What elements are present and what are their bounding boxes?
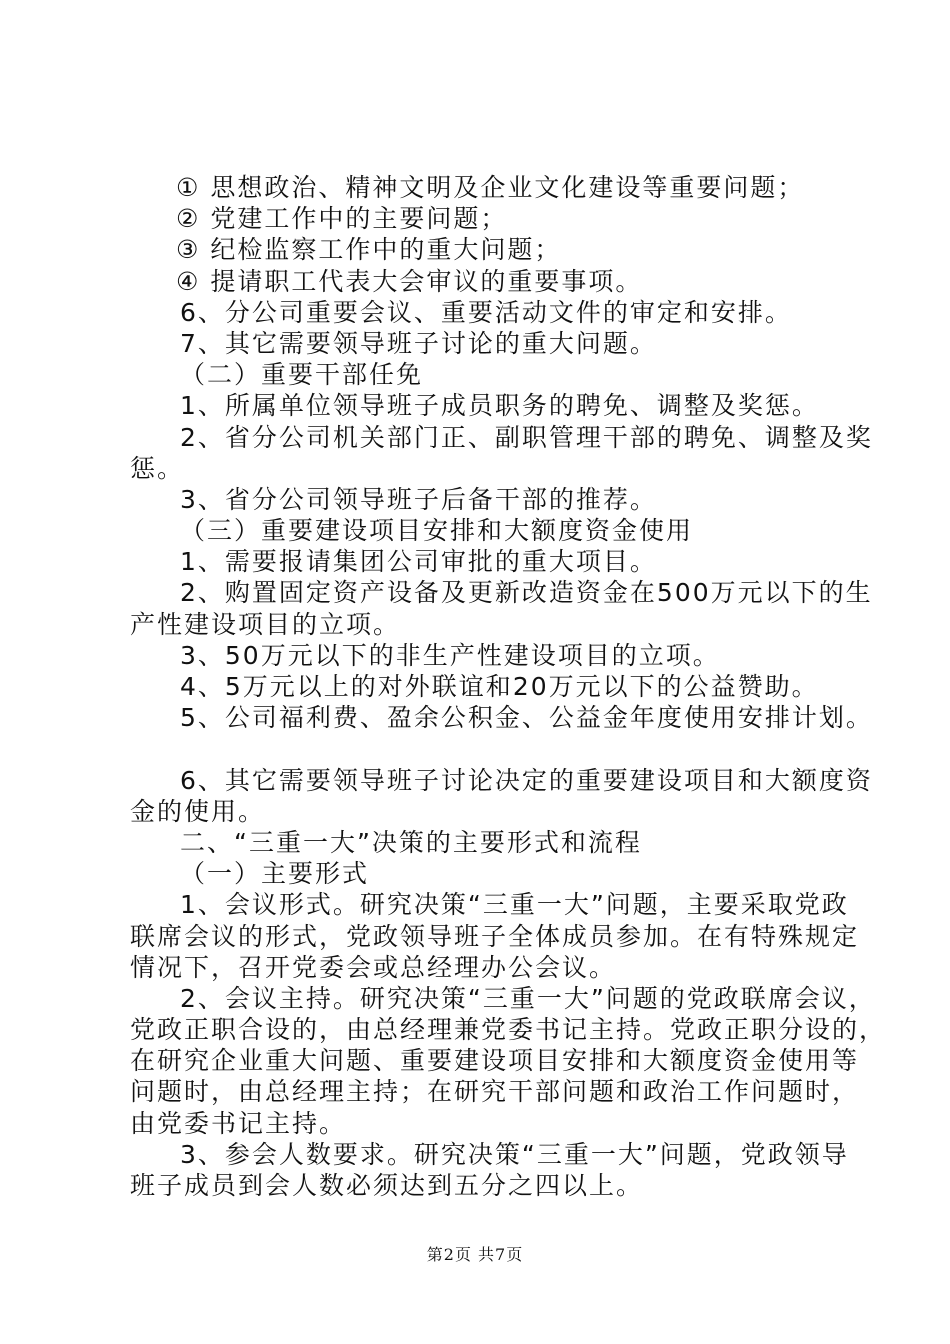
paragraph-line: 1、会议形式。研究决策“三重一大”问题，主要采取党政 (180, 890, 849, 920)
document-body (130, 172, 887, 1201)
paragraph-line: 金的使用。 (130, 796, 266, 826)
list-item: ① 思想政治、精神文明及企业文化建设等重要问题； (176, 173, 805, 202)
paragraph-line: 2、会议主持。研究决策“三重一大”问题的党政联席会议， (180, 983, 876, 1013)
paragraph-line: 由党委书记主持。 (130, 1108, 347, 1138)
paragraph-line: 6、其它需要领导班子讨论决定的重要建设项目和大额度资 (180, 765, 873, 795)
page-footer: 第2页 共7页 (426, 1245, 524, 1264)
paragraph-line: 情况下，召开党委会或总经理办公会议。 (130, 952, 617, 982)
paragraph-line: 班子成员到会人数必须达到五分之四以上。 (130, 1171, 644, 1200)
paragraph-line: 3、50万元以下的非生产性建设项目的立项。 (180, 640, 720, 670)
paragraph-line: 5、公司福利费、盈余公积金、公益金年度使用安排计划。 (180, 703, 873, 733)
paragraph-line: 3、省分公司领导班子后备干部的推荐。 (180, 484, 657, 514)
section-heading: （一）主要形式 (180, 859, 370, 889)
paragraph-line: 7、其它需要领导班子讨论的重大问题。 (180, 328, 657, 358)
paragraph-line: 党政正职合设的，由总经理兼党委书记主持。党政正职分设的， (130, 1015, 887, 1045)
paragraph-line: 2、省分公司机关部门正、副职管理干部的聘免、调整及奖 (180, 422, 873, 452)
paragraph-line: 3、参会人数要求。研究决策“三重一大”问题，党政领导 (180, 1139, 849, 1169)
paragraph-line: 产性建设项目的立项。 (130, 609, 401, 639)
paragraph-line: 惩。 (130, 453, 185, 483)
paragraph-line: 问题时，由总经理主持；在研究干部问题和政治工作问题时， (130, 1077, 860, 1107)
paragraph-line: 在研究企业重大问题、重要建设项目安排和大额度资金使用等 (130, 1046, 860, 1076)
section-heading: （二）重要干部任免 (180, 360, 424, 390)
paragraph-line: 1、所属单位领导班子成员职务的聘免、调整及奖惩。 (180, 391, 819, 421)
paragraph-line: 联席会议的形式，党政领导班子全体成员参加。在有特殊规定 (130, 921, 860, 951)
paragraph-line: 4、5万元以上的对外联谊和20万元以下的公益赞助。 (180, 672, 819, 701)
paragraph-line: 6、分公司重要会议、重要活动文件的审定和安排。 (180, 297, 792, 327)
list-item: ③ 纪检监察工作中的重大问题； (176, 235, 562, 265)
list-item: ② 党建工作中的主要问题； (176, 204, 508, 234)
section-heading: 二、“三重一大”决策的主要形式和流程 (180, 827, 642, 857)
list-item: ④ 提请职工代表大会审议的重要事项。 (176, 266, 643, 296)
section-heading: （三）重要建设项目安排和大额度资金使用 (180, 516, 694, 546)
blank-line (130, 733, 840, 764)
paragraph-line: 1、需要报请集团公司审批的重大项目。 (180, 547, 657, 577)
paragraph-line: 2、购置固定资产设备及更新改造资金在500万元以下的生 (180, 578, 873, 608)
